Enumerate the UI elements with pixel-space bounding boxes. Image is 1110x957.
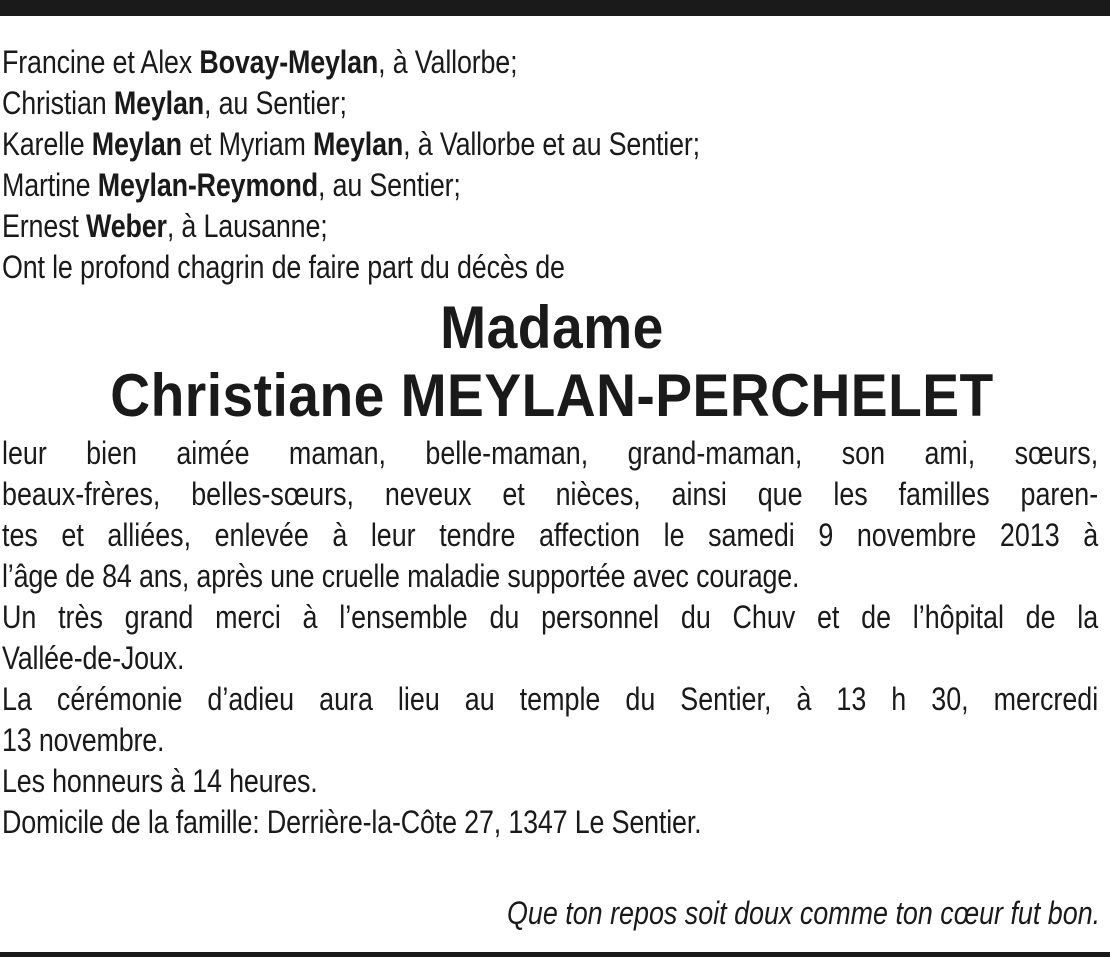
family-first: Martine (2, 167, 98, 203)
family-place: , à Vallorbe; (378, 44, 518, 80)
family-line (2, 165, 926, 206)
family-place: , au Sentier; (317, 167, 461, 203)
body-line: 13 novembre. (2, 722, 165, 758)
family-place: , au Sentier; (203, 85, 347, 121)
body-line: La cérémonie d’adieu aura lieu au temple du Sentier, à 13 h 30, mercredi (2, 681, 1099, 717)
body-line: Vallée-de-Joux. (2, 640, 185, 676)
obituary-notice (2, 42, 1102, 843)
family-surname: Meylan (91, 126, 182, 162)
family-surname: Meylan (313, 126, 404, 162)
family-mid: et Myriam (181, 126, 314, 162)
family-line (2, 206, 926, 247)
family-first: Karelle (2, 126, 92, 162)
family-surname: Bovay-Meylan (199, 44, 379, 80)
body-line: leur bien aimée maman, belle-maman, grand-maman, son ami, sœurs, (2, 435, 1099, 471)
family-place: , à Vallorbe et au Sentier; (403, 126, 700, 162)
body-line: Un très grand merci à l’ensemble du personnel du Chuv et de l’hôpital de la (2, 599, 1099, 635)
family-first: Christian (2, 85, 114, 121)
family-line (2, 124, 926, 165)
deceased-heading (2, 294, 1102, 430)
family-line (2, 83, 926, 124)
body-line: Les honneurs à 14 heures. (2, 763, 318, 799)
body-line: tes et alliées, enlevée à leur tendre affection le samedi 9 novembre 2013 à (2, 517, 1099, 553)
top-rule (0, 0, 1110, 16)
body-line: l’âge de 84 ans, après une cruelle maladie supportée avec courage. (2, 558, 800, 594)
closing-quote: Que ton repos soit doux comme ton cœur fut bon. (506, 895, 1100, 931)
notice-body (2, 433, 1102, 843)
family-line (2, 42, 926, 83)
family-place: , à Lausanne; (166, 208, 328, 244)
deceased-name: Christiane MEYLAN-PERCHELET (110, 362, 994, 429)
body-line: beaux-frères, belles-sœurs, neveux et nièces, ainsi que les familles paren- (2, 476, 1099, 512)
body-line: Domicile de la famille: Derrière-la-Côte 27, 1347 Le Sentier. (2, 804, 702, 840)
family-first: Francine et Alex (2, 44, 200, 80)
intro-text: Ont le profond chagrin de faire part du décès de (2, 249, 565, 285)
family-surname: Weber (85, 208, 167, 244)
deceased-title: Madame (440, 294, 664, 361)
family-surname: Meylan-Reymond (97, 167, 318, 203)
family-first: Ernest (2, 208, 86, 244)
bottom-rule (0, 952, 1110, 957)
family-surname: Meylan (113, 85, 204, 121)
